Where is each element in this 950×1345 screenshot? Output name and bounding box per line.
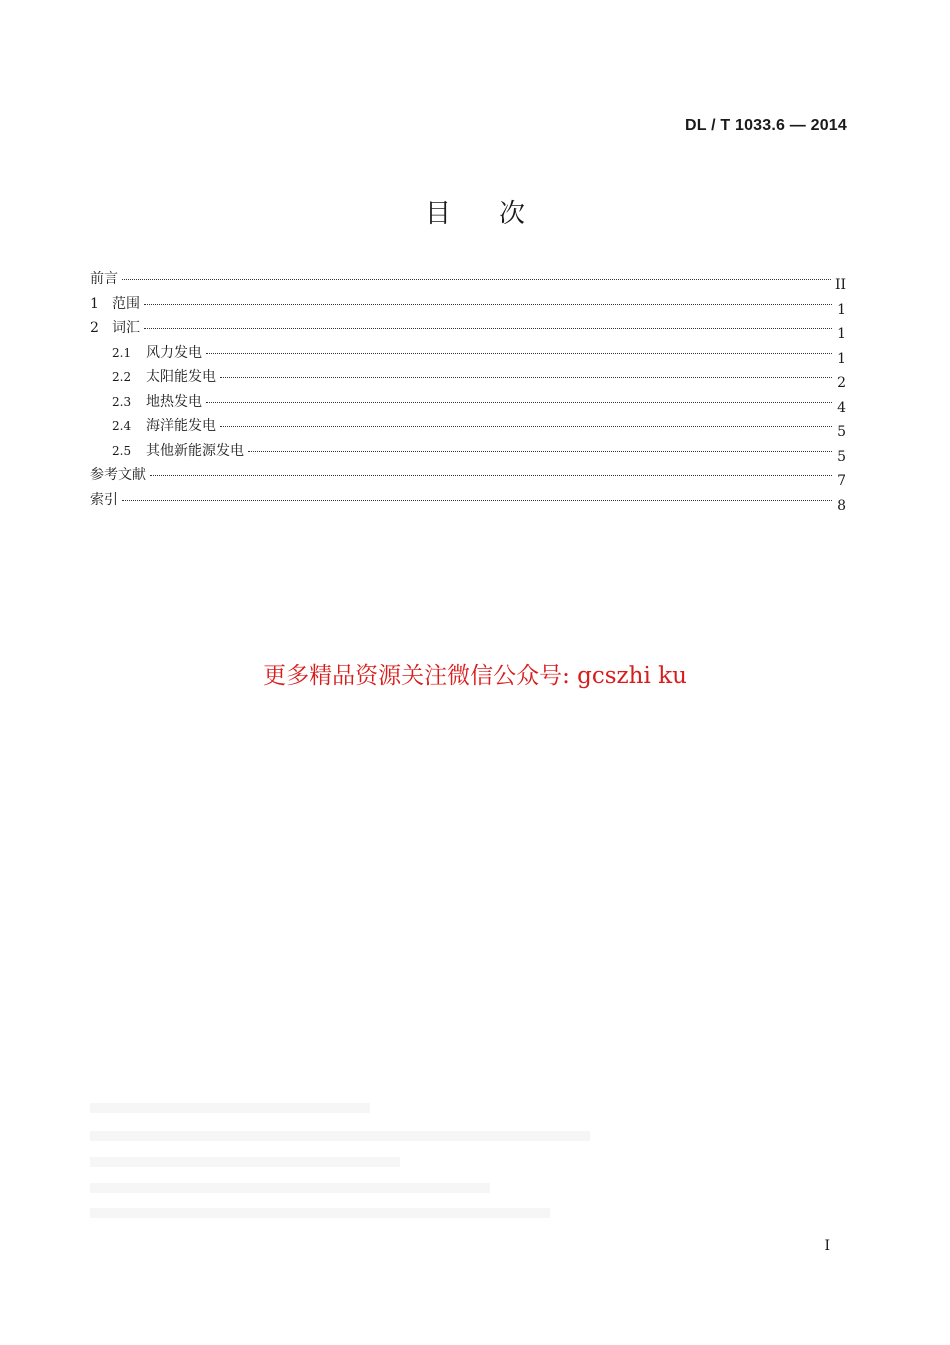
toc-label: 风力发电 <box>146 344 202 361</box>
faint-bleed-through <box>90 1157 400 1167</box>
toc-item-other-new-energy[interactable] <box>90 440 846 465</box>
faint-bleed-through <box>90 1208 550 1218</box>
toc-label: 范围 <box>112 295 140 312</box>
toc-number: 2.4 <box>112 419 132 433</box>
toc-item-ocean-power[interactable] <box>90 415 846 440</box>
faint-bleed-through <box>90 1183 490 1193</box>
toc-label: 其他新能源发电 <box>146 442 244 459</box>
toc-label: 参考文献 <box>90 467 146 483</box>
table-of-contents <box>90 268 846 513</box>
toc-number: 1 <box>90 295 99 312</box>
toc-item-index[interactable] <box>90 489 846 514</box>
toc-page-number: 1 <box>837 350 846 367</box>
toc-page-number: 4 <box>837 399 846 416</box>
toc-page-number: 2 <box>837 375 846 391</box>
toc-leader-dots <box>220 376 832 378</box>
toc-page-number: 7 <box>837 473 846 489</box>
page-title: 目次 <box>424 199 573 229</box>
toc-item-foreword[interactable] <box>90 268 846 293</box>
toc-leader-dots <box>150 474 832 476</box>
toc-leader-dots <box>122 499 832 501</box>
toc-leader-dots <box>206 352 832 354</box>
toc-leader-dots <box>144 303 832 305</box>
faint-bleed-through <box>90 1103 370 1113</box>
toc-label: 地热发电 <box>146 393 202 410</box>
toc-item-references[interactable] <box>90 464 846 489</box>
toc-page-number: 8 <box>837 497 846 514</box>
toc-label: 海洋能发电 <box>146 418 216 434</box>
toc-leader-dots <box>206 401 832 403</box>
toc-leader-dots <box>248 450 832 452</box>
toc-page-number: 5 <box>837 448 846 465</box>
toc-leader-dots <box>144 327 832 329</box>
toc-leader-dots <box>220 425 832 427</box>
faint-bleed-through <box>90 1131 590 1141</box>
toc-label: 前言 <box>90 271 118 287</box>
toc-item-solar-power[interactable] <box>90 366 846 391</box>
toc-item-vocabulary[interactable] <box>90 317 846 342</box>
toc-page-number: 1 <box>837 301 846 318</box>
toc-number: 2.2 <box>112 370 132 384</box>
toc-item-wind-power[interactable] <box>90 342 846 367</box>
watermark-text: 更多精品资源关注微信公众号: gcszhi ku <box>263 663 687 689</box>
toc-label: 词汇 <box>112 320 140 336</box>
toc-page-number: 1 <box>837 326 846 342</box>
page-number: I <box>824 1238 830 1254</box>
toc-number: 2.5 <box>112 443 132 458</box>
toc-number: 2.3 <box>112 394 132 409</box>
toc-item-geothermal-power[interactable] <box>90 391 846 416</box>
toc-page-number: 5 <box>837 424 846 440</box>
toc-number: 2 <box>90 320 99 336</box>
toc-label: 索引 <box>90 491 118 508</box>
toc-page-number: II <box>834 277 846 293</box>
toc-item-scope[interactable] <box>90 293 846 318</box>
document-code: DL / T 1033.6 — 2014 <box>684 117 847 134</box>
toc-leader-dots <box>122 278 831 280</box>
toc-label: 太阳能发电 <box>146 369 216 385</box>
toc-number: 2.1 <box>112 345 132 360</box>
